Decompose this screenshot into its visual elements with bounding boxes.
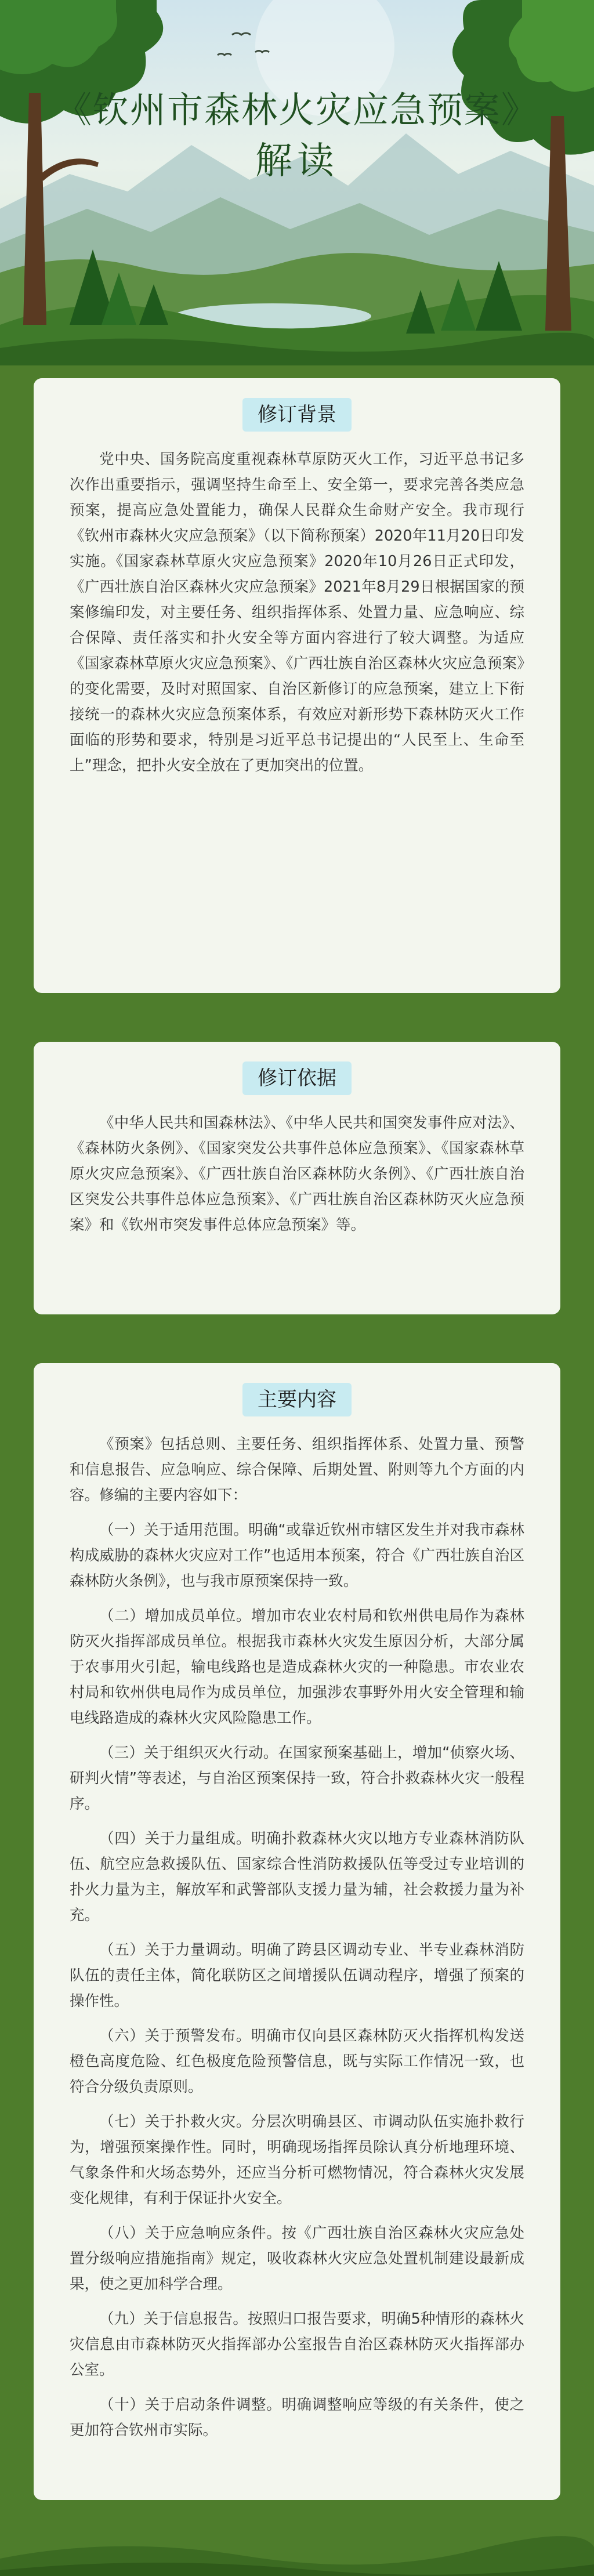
section-heading: 修订背景 (242, 398, 352, 432)
section-body (70, 1110, 524, 1238)
page-title: 《钦州市森林火灾应急预案》 (55, 89, 538, 131)
section-card-content (34, 1363, 560, 2500)
section-card-basis (34, 1042, 560, 1314)
paragraph: （十）关于启动条件调整。明确调整响应等级的有关条件，使之更加符合钦州市实际。 (70, 2396, 524, 2439)
paragraph: （三）关于组织灭火行动。在国家预案基础上，增加“侦察火场、研判火情”等表述，与自治区预案保持一致，符合扑救森林火灾一般程序。 (70, 1744, 524, 1813)
section-heading: 主要内容 (242, 1383, 352, 1416)
bottom-hills-decoration (0, 2524, 594, 2576)
paragraph: （六）关于预警发布。明确市仅向县区森林防灭火指挥机构发送橙色高度危险、红色极度危险预警信息，既与实际工作情况一致，也符合分级负责原则。 (70, 2027, 524, 2096)
paragraph: （八）关于应急响应条件。按《广西壮族自治区森林火灾应急处置分级响应措施指南》规定，吸收森林火灾应急处置机制建设最新成果，使之更加科学合理。 (70, 2224, 524, 2293)
page-subtitle: 解读 (255, 140, 339, 183)
paragraph: （七）关于扑救火灾。分层次明确县区、市调动队伍实施扑救行为，增强预案操作性。同时，明确现场指挥员除认真分析地理环境、气象条件和火场态势外，还应当分析可燃物情况，符合森林火灾发展变化规律，有利于保证扑火安全。 (70, 2113, 524, 2207)
paragraph: （一）关于适用范围。明确“或靠近钦州市辖区发生并对我市森林构成威胁的森林火灾应对工作”也适用本预案，符合《广西壮族自治区森林防火条例》，也与我市原预案保持一致。 (70, 1521, 524, 1590)
paragraph: 党中央、国务院高度重视森林草原防灭火工作，习近平总书记多次作出重要指示，强调坚持生命至上、安全第一，要求完善各类应急预案，提高应急处置能力，确保人民群众生命财产安全。我市现行《钦州市森林火灾应急预案》（以下简称预案）2020年11月20日印发实施。《国家森林草原火灾应急预案》2020年10月26日正式印发，《广西壮族自治区森林火灾应急预案》2021年8月29日根据国家的预案修编印发，对主要任务、组织指挥体系、处置力量、应急响应、综合保障、责任落实和扑火安全等方面内容进行了较大调整。为适应《国家森林草原火灾应急预案》、《广西壮族自治区森林火灾应急预案》的变化需要，及时对照国家、自治区新修订的应急预案，建立上下衔接统一的森林火灾应急预案体系，有效应对新形势下森林防灭火工作面临的形势和要求，特别是习近平总书记提出的“人民至上、生命至上”理念，把扑火安全放在了更加突出的位置。 (70, 451, 524, 774)
paragraph: （九）关于信息报告。按照归口报告要求，明确5种情形的森林火灾信息由市森林防灭火指挥部办公室报告自治区森林防灭火指挥部办公室。 (70, 2310, 524, 2379)
paragraph: （四）关于力量组成。明确扑救森林火灾以地方专业森林消防队伍、航空应急救援队伍、国家综合性消防救援队伍等受过专业培训的扑火力量为主，解放军和武警部队支援力量为辅，社会救援力量为补充。 (70, 1830, 524, 1924)
section-card-background (34, 378, 560, 993)
section-heading: 修订依据 (242, 1061, 352, 1095)
paragraph: （五）关于力量调动。明确了跨县区调动专业、半专业森林消防队伍的责任主体，简化联防区之间增援队伍调动程序，增强了预案的操作性。 (70, 1941, 524, 2010)
paragraph: （二）增加成员单位。增加市农业农村局和钦州供电局作为森林防灭火指挥部成员单位。根据我市森林火灾发生原因分析，大部分属于农事用火引起，输电线路也是造成森林火灾的一种隐患。市农业农村局和钦州供电局作为成员单位，加强涉农事野外用火安全管理和输电线路造成的森林火灾风险隐患工作。 (70, 1607, 524, 1727)
paragraph: 《中华人民共和国森林法》、《中华人民共和国突发事件应对法》、《森林防火条例》、《国家突发公共事件总体应急预案》、《国家森林草原火灾应急预案》、《广西壮族自治区森林防火条例》、《广西壮族自治区突发公共事件总体应急预案》、《广西壮族自治区森林防灭火应急预案》和《钦州市突发事件总体应急预案》等。 (70, 1114, 524, 1234)
hero-banner (0, 0, 594, 365)
section-body (70, 1432, 524, 2443)
paragraph: 《预案》包括总则、主要任务、组织指挥体系、处置力量、预警和信息报告、应急响应、综合保障、后期处置、附则等九个方面的内容。修编的主要内容如下： (70, 1436, 524, 1504)
section-body (70, 447, 524, 778)
